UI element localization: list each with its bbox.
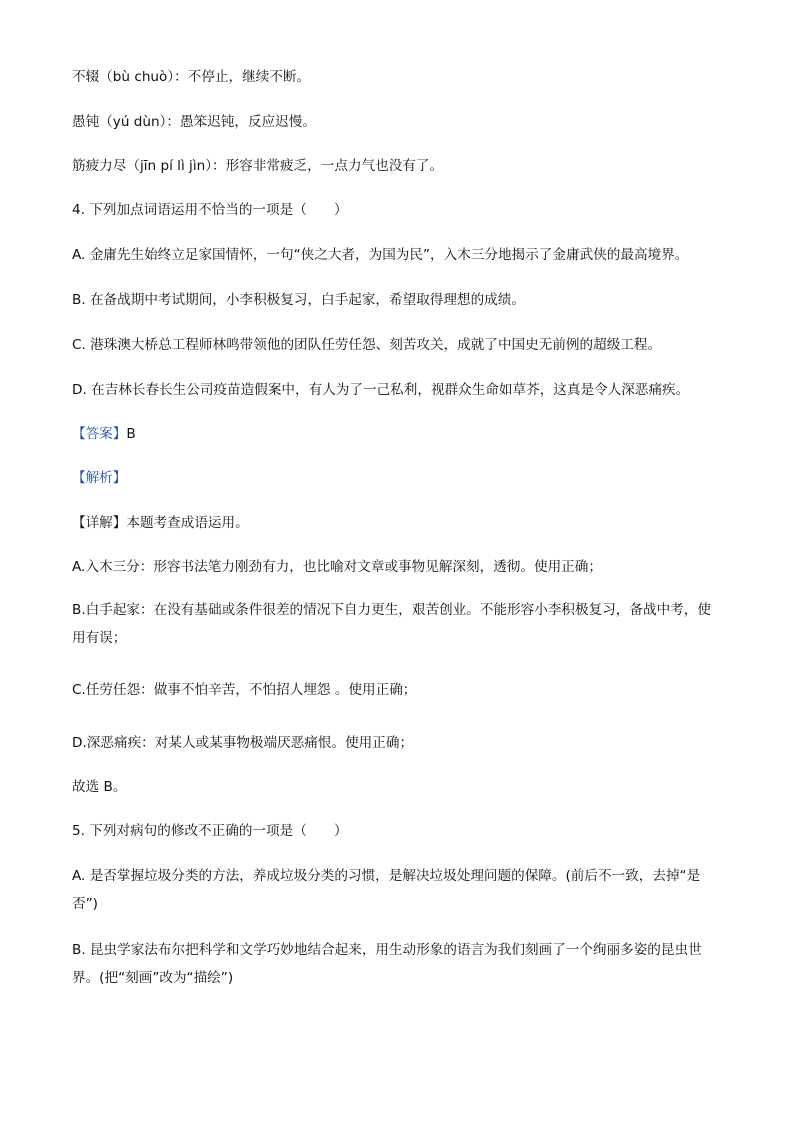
answer-tag: 【答案】 [72, 426, 127, 442]
analysis-tag: 【解析】 [72, 470, 127, 486]
answer-line [72, 421, 722, 447]
detail-d: D.深恶痛疾：对某人或某事物极端厌恶痛恨。使用正确； [72, 735, 414, 751]
question-4-option-d: D. 在吉林长春长生公司疫苗造假案中，有人为了一己私利，视群众生命如草芥，这真是令人深恶痛疾。 [72, 382, 690, 398]
detail-a: A.入木三分：形容书法笔力刚劲有力，也比喻对文章或事物见解深刻，透彻。使用正确； [72, 559, 602, 575]
question-5-option-a: A. 是否掌握垃圾分类的方法，养成垃圾分类的习惯，是解决垃圾处理问题的保障。(前后不一致，去掉“是否”) [72, 868, 701, 912]
answer-value: B [126, 426, 136, 442]
conclusion-line: 故选 B。 [72, 779, 127, 795]
question-4-option-c: C. 港珠澳大桥总工程师林鸣带领他的团队任劳任怨、刻苦攻关，成就了中国史无前例的超级工程。 [72, 337, 662, 353]
detail-c: C.任劳任怨：做事不怕辛苦，不怕招人埋怨 。使用正确； [72, 682, 417, 698]
analysis-line [72, 465, 722, 491]
vocab-line-buchuo: 不辍（bù chuò）：不停止，继续不断。 [72, 69, 311, 85]
question-5-option-b: B. 昆虫学家法布尔把科学和文学巧妙地结合起来，用生动形象的语言为我们刻画了一个绚丽多姿的昆虫世界。(把“刻画”改为“描绘”) [72, 942, 702, 986]
question-5-title: 5. 下列对病句的修改不正确的一项是（ ） [72, 823, 348, 839]
question-4-option-b: B. 在备战期中考试期间，小李积极复习，白手起家，希望取得理想的成绩。 [72, 292, 525, 308]
detail-b: B.白手起家：在没有基础或条件很差的情况下自力更生，艰苦创业。不能形容小李积极复习，备战中考，使用有误； [72, 602, 711, 646]
vocab-line-jinpilijin: 筋疲力尽（jīn pí lì jìn）：形容非常疲乏，一点力气也没有了。 [72, 158, 444, 174]
vocab-line-yudun: 愚钝（yú dùn）：愚笨迟钝，反应迟慢。 [72, 114, 316, 130]
question-4-option-a: A. 金庸先生始终立足家国情怀，一句“侠之大者，为国为民”，入木三分地揭示了金庸武侠的最高境界。 [72, 247, 689, 263]
detail-heading: 【详解】本题考查成语运用。 [72, 515, 249, 531]
question-4-title: 4. 下列加点词语运用不恰当的一项是（ ） [72, 202, 348, 218]
